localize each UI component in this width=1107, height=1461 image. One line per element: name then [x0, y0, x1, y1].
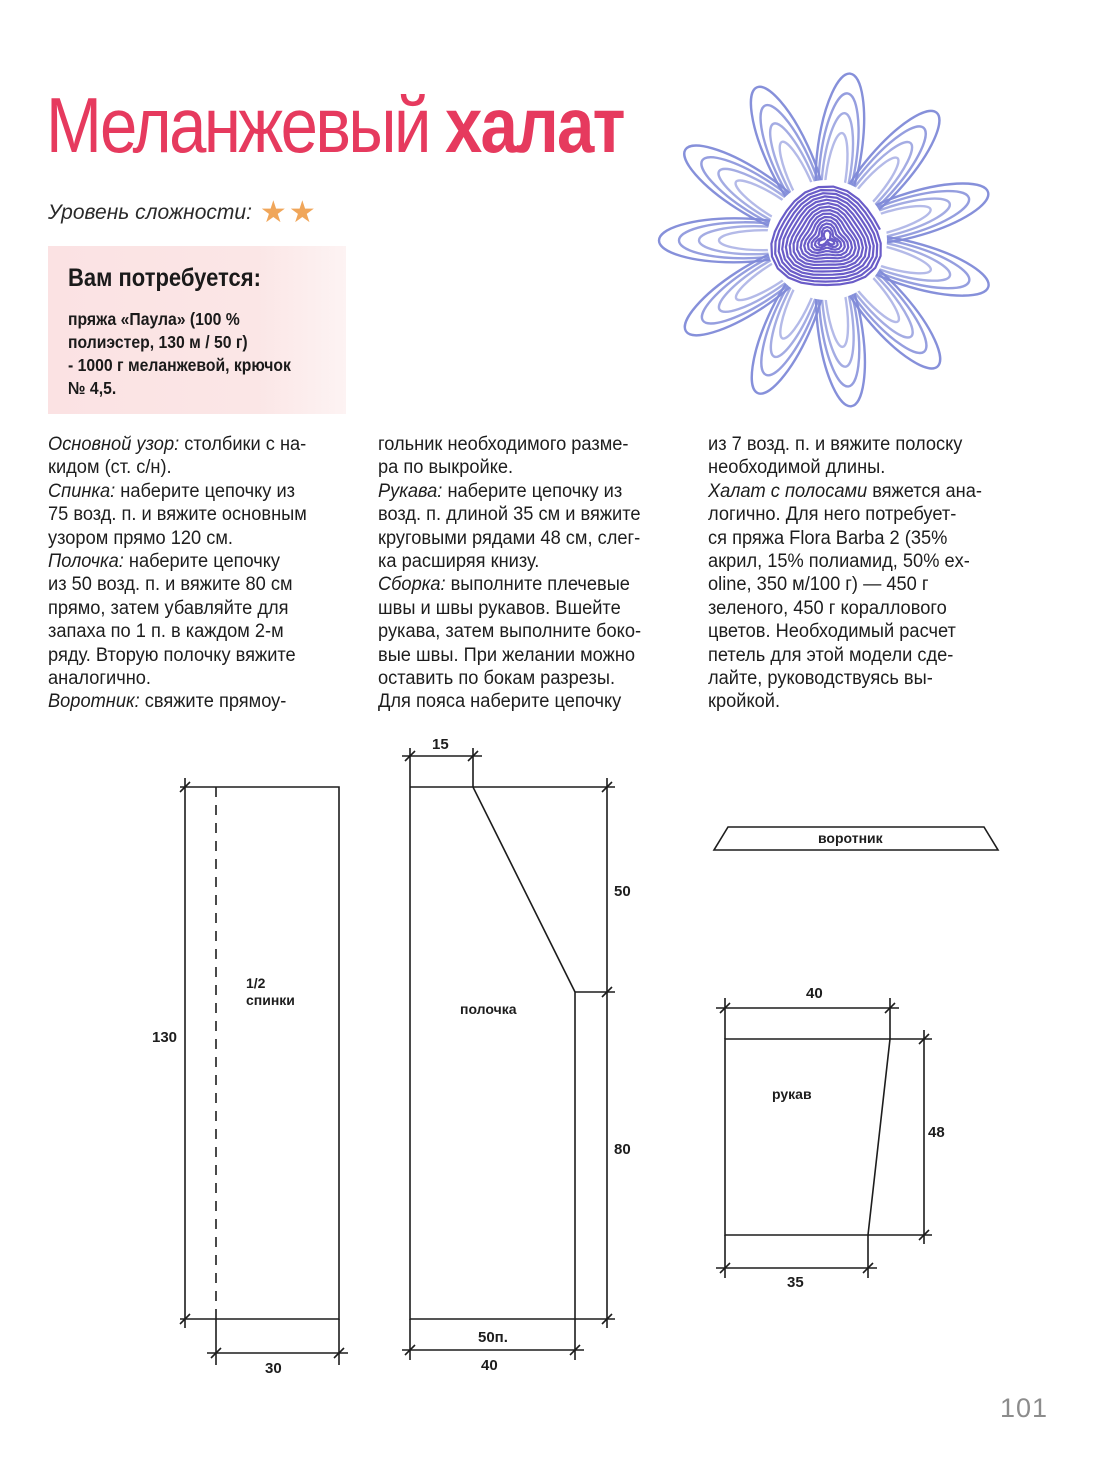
text-line: из 50 возд. п. и вяжите 80 см — [48, 574, 293, 596]
text-fragment: вяжется ана- — [867, 480, 982, 502]
text-fragment: наберите цепочку — [123, 551, 281, 573]
star-icon: ★ — [259, 196, 287, 229]
text-line: петель для этой модели сде- — [708, 644, 954, 666]
page-title — [46, 81, 624, 169]
text-line: кройкой. — [708, 691, 781, 713]
text-line: логично. Для него потребует- — [708, 504, 957, 526]
text-line: необходимой длины. — [708, 457, 886, 479]
text-line: швы и швы рукавов. Вшейте — [378, 597, 621, 619]
front-label: полочка — [460, 1001, 517, 1017]
term-assembly: Сборка: — [378, 574, 446, 596]
text-line: рукава, затем выполните боко- — [378, 621, 642, 643]
text-line — [48, 550, 341, 573]
difficulty-rating — [48, 198, 316, 228]
front-top-label: 15 — [432, 736, 449, 753]
text-line: круговыми рядами 48 см, слег- — [378, 527, 641, 549]
back-label-line1: 1/2 — [246, 975, 266, 991]
sleeve-label: рукав — [772, 1086, 812, 1102]
text-column-1 — [48, 433, 341, 714]
text-line: лайте, руководствуясь вы- — [708, 668, 933, 690]
text-line: из 7 возд. п. и вяжите полоску — [708, 434, 963, 455]
back-piece — [180, 778, 348, 1365]
difficulty-label: Уровень сложности: — [48, 201, 252, 224]
front-piece — [402, 748, 615, 1360]
front-bottom-label: 40 — [481, 1357, 498, 1374]
text-line: оставить по бокам разрезы. — [378, 668, 616, 690]
materials-line: - 1000 г меланжевой, крючок — [68, 355, 291, 375]
term-sleeves: Рукава: — [378, 480, 443, 502]
text-line — [48, 690, 341, 713]
sleeve-top-label: 40 — [806, 985, 823, 1002]
collar-label: воротник — [818, 830, 883, 846]
text-fragment: выполните плечевые — [445, 574, 630, 596]
text-line: аналогично. — [48, 668, 151, 690]
text-line — [378, 573, 671, 596]
back-width-label: 30 — [265, 1360, 282, 1377]
text-line: ра по выкройке. — [378, 457, 514, 479]
text-line: узором прямо 120 см. — [48, 527, 233, 549]
term-back: Спинка: — [48, 480, 116, 502]
materials-box — [48, 246, 346, 414]
sleeve-height-label: 48 — [928, 1124, 945, 1141]
back-label-line2: спинки — [246, 992, 295, 1008]
text-line: ряду. Вторую полочку вяжите — [48, 644, 296, 666]
text-line: ся пряжа Flora Barba 2 (35% — [708, 527, 948, 549]
materials-list — [68, 308, 329, 400]
text-fragment: столбики с на- — [179, 434, 307, 455]
back-outline — [216, 787, 339, 1319]
text-line: прямо, затем убавляйте для — [48, 597, 289, 619]
text-line — [48, 433, 341, 456]
text-line: зеленого, 450 г кораллового — [708, 597, 947, 619]
term-front: Полочка: — [48, 551, 124, 573]
title-bold: халат — [444, 81, 624, 169]
text-fragment: свяжите прямоу- — [139, 691, 287, 713]
text-line: возд. п. длиной 35 см и вяжите — [378, 504, 641, 526]
text-line — [378, 480, 671, 503]
text-line: кидом (ст. с/н). — [48, 457, 172, 479]
text-fragment: наберите цепочку из — [115, 480, 296, 502]
text-column-2 — [378, 433, 671, 714]
text-fragment: наберите цепочку из — [442, 480, 623, 502]
materials-line: № 4,5. — [68, 378, 117, 398]
front-upper-label: 50 — [614, 883, 631, 900]
term-collar: Воротник: — [48, 691, 140, 713]
text-column-3 — [708, 433, 1006, 714]
materials-line: полиэстер, 130 м / 50 г) — [68, 332, 248, 352]
sleeve-bottom-label: 35 — [787, 1274, 804, 1291]
page-number: 101 — [1000, 1393, 1049, 1423]
pattern-diagram — [0, 730, 1107, 1390]
front-outline — [410, 787, 575, 1319]
text-line: 75 возд. п. и вяжите основным — [48, 504, 307, 526]
text-line — [708, 480, 1006, 503]
flower-illustration-icon — [630, 62, 1025, 422]
sleeve-outline — [725, 1039, 890, 1235]
text-line: гольник необходимого разме- — [378, 434, 629, 455]
text-line: запаха по 1 п. в каждом 2-м — [48, 621, 284, 643]
text-line: акрил, 15% полиамид, 50% ex- — [708, 551, 970, 573]
front-stitches-label: 50п. — [478, 1329, 508, 1346]
materials-heading: Вам потребуется: — [68, 264, 261, 292]
title-regular: Меланжевый — [46, 81, 429, 169]
back-height-label: 130 — [152, 1029, 178, 1046]
text-line: вые швы. При желании можно — [378, 644, 636, 666]
text-line — [48, 480, 341, 503]
materials-line: пряжа «Паула» (100 % — [68, 309, 240, 329]
term-striped: Халат с полосами — [708, 480, 868, 502]
text-line: oline, 350 м/100 г) — 450 г — [708, 574, 929, 596]
text-line: Для пояса наберите цепочку — [378, 691, 622, 713]
text-line: ка расширяя книзу. — [378, 551, 540, 573]
text-line: цветов. Необходимый расчет — [708, 621, 956, 643]
sleeve-piece — [716, 998, 932, 1278]
star-icon: ★ — [288, 196, 316, 229]
front-lower-label: 80 — [614, 1141, 631, 1158]
term-main-pattern: Основной узор: — [48, 434, 180, 455]
